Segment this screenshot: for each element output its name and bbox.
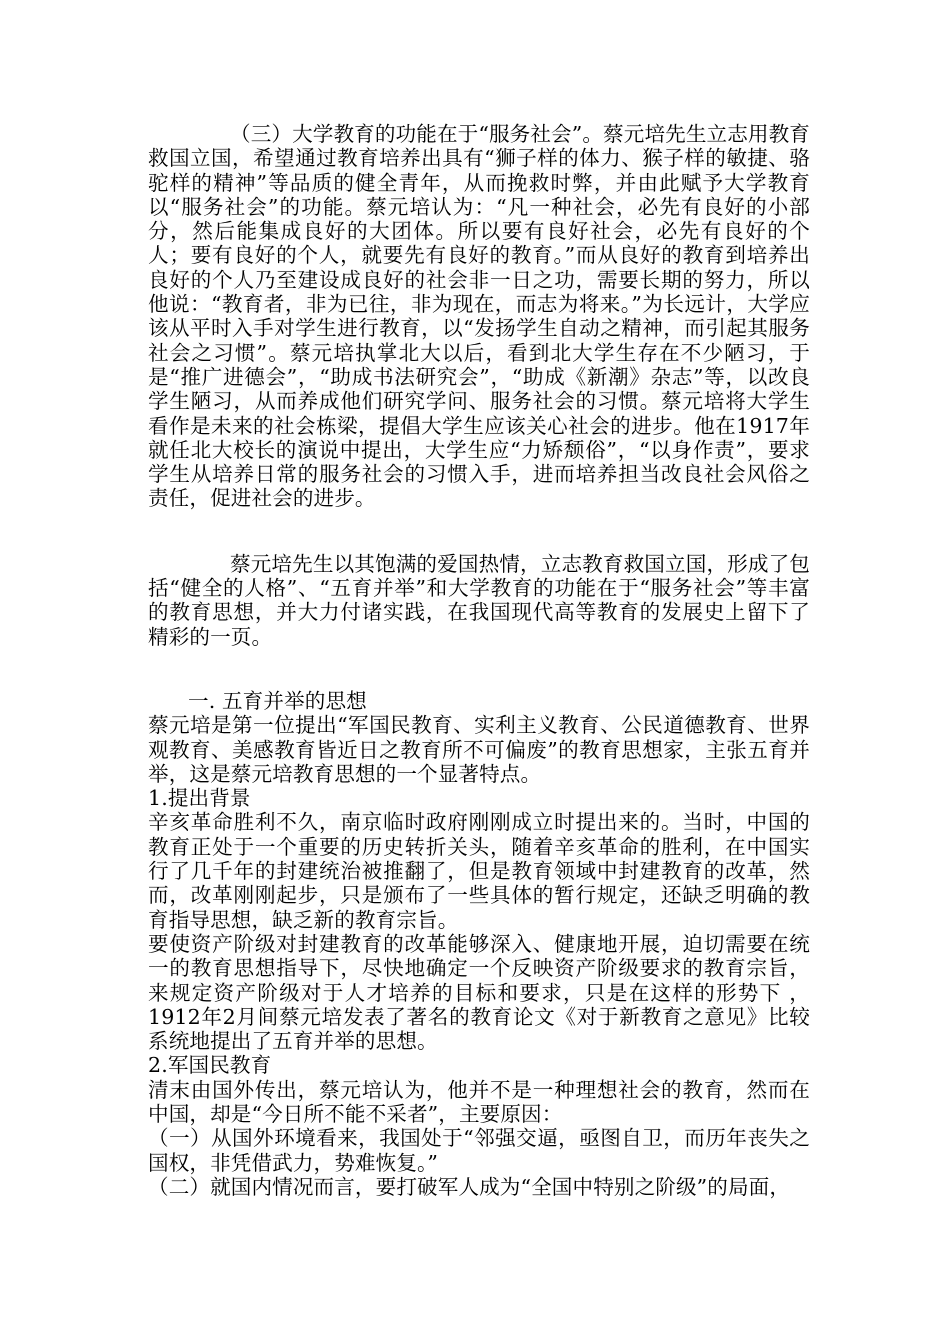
paragraph-summary: 蔡元培先生以其饱满的爱国热情，立志教育救国立国，形成了包括“健全的人格”、“五育并举”和大学教育的功能在于“服务社会”等丰富的教育思想，并大力付诸实践，在我国现代高等教育的发展史上留下了精彩的一页。 [148,551,810,649]
paragraph-spacer [148,649,810,689]
paragraph-service-society: （三）大学教育的功能在于“服务社会”。蔡元培先生立志用教育救国立国，希望通过教育培养出具有“狮子样的体力、猴子样的敏捷、骆驼样的精神”等品质的健全青年，从而挽救时弊，并由此赋予大学教育以“服务社会”的功能。蔡元培认为：“凡一种社会，必先有良好的小部分，然后能集成良好的大团体。所以要有良好社会，必先有良好的个人；要有良好的个人，就要先有良好的教育。”而从良好的教育到培养出良好的个人乃至建设成良好的社会非一日之功，需要长期的努力，所以他说：“教育者，非为已往，非为现在，而志为将来。”为长远计，大学应该从平时入手对学生进行教育，以“发扬学生自动之精神，而引起其服务社会之习惯”。蔡元培执掌北大以后，看到北大学生存在不少陋习，于是“推广进德会”，“助成书法研究会”，“助成《新潮》杂志”等，以改良学生陋习，从而养成他们研究学问、服务社会的习惯。蔡元培将大学生看作是未来的社会栋梁，提倡大学生应该关心社会的进步。他在1917年就任北大校长的演说中提出，大学生应“力矫颓俗”，“以身作责”，要求学生从培养日常的服务社会的习惯入手，进而培养担当改良社会风俗之责任，促进社会的进步。 [148,122,810,511]
list-item-reason-2: （二）就国内情况而言，要打破军人成为“全国中特别之阶级”的局面， [148,1174,791,1199]
document-page [148,122,810,1199]
paragraph-background-2: 要使资产阶级对封建教育的改革能够深入、健康地开展，迫切需要在统一的教育思想指导下，尽快地确定一个反映资产阶级要求的教育宗旨，来规定资产阶级对于人才培养的目标和要求，只是在这样的形势下 ，1912年2月间蔡元培发表了著名的教育论文《对于新教育之意见》比较系统地提出了五育并举的思想。 [148,931,810,1054]
section-heading: 一. 五育并举的思想 [188,688,367,713]
subheading-background: 1.提出背景 [148,786,251,811]
list-item-reason-1: （一）从国外环境看来，我国处于“邻强交逼，亟图自卫，而历年丧失之国权，非凭借武力，势难恢复。” [148,1126,810,1175]
paragraph-spacer [148,511,810,552]
paragraph-background-1: 辛亥革命胜利不久，南京临时政府刚刚成立时提出来的。当时，中国的教育正处于一个重要的历史转折关头，随着辛亥革命的胜利，在中国实行了几千年的封建统治被推翻了，但是教育领域中封建教育的改革，然而，改革刚刚起步，只是颁布了一些具体的暂行规定，还缺乏明确的教育指导思想，缺乏新的教育宗旨。 [148,810,810,932]
paragraph-military-education: 清末由国外传出，蔡元培认为，他并不是一种理想社会的教育，然而在中国，却是“今日所不能不采者”，主要原因： [148,1077,810,1126]
subheading-military-education: 2.军国民教育 [148,1053,272,1078]
paragraph-intro: 蔡元培是第一位提出“军国民教育、实利主义教育、公民道德教育、世界观教育、美感教育皆近日之教育所不可偏废”的教育思想家，主张五育并举，这是蔡元培教育思想的一个显著特点。 [148,713,810,786]
